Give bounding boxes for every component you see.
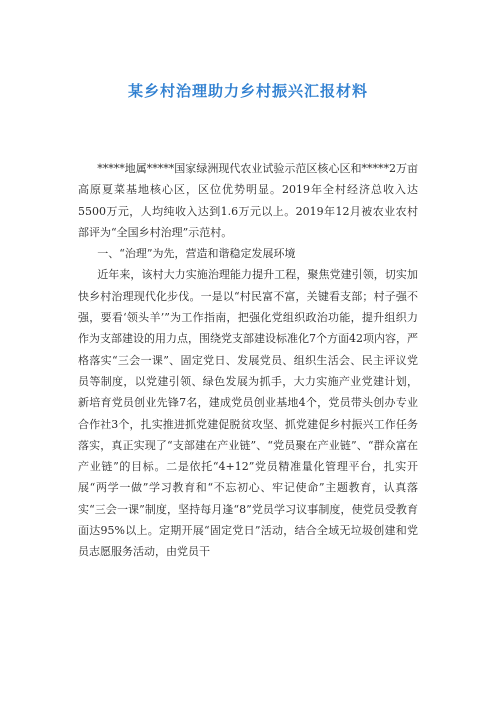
document-body bbox=[78, 158, 418, 563]
body-paragraph: 近年来，该村大力实施治理能力提升工程，聚焦党建引领，切实加快乡村治理现代化步伐。一是以“村民富不富，关键看支部；村子强不强，要看‘领头羊’”为工作指南，把强化党组织政治功能，提升组织力作为支部建设的用力点，围绕党支部建设标准化7个方面42项内容，严格落实“三会一课”、固定党日、发展党员、组织生活会、民主评议党员等制度，以党建引领、绿色发展为抓手，大力实施产业党建计划，新培育党员创业先锋7名，建成党员创业基地4个，党员带头创办专业合作社3个，扎实推进抓党建促脱贫攻坚、抓党建促乡村振兴工作任务落实，真正实现了“支部建在产业链”、“党员聚在产业链”、“群众富在产业链”的目标。二是依托“4+12”党员精准量化管理平台，扎实开展“两学一做”学习教育和“不忘初心、牢记使命”主题教育，认真落实“三会一课”制度，坚持每月逢“8”党员学习议事制度，使党员受教育面达95%以上。定期开展“固定党日”活动，结合全域无垃圾创建和党员志愿服务活动，由党员干 bbox=[78, 268, 418, 559]
section-heading: 一、“治理”为先，营造和谐稳定发展环境 bbox=[97, 247, 296, 261]
document-title: 某乡村治理助力乡村振兴汇报材料 bbox=[127, 82, 368, 100]
intro-paragraph: *****地属*****国家绿洲现代农业试验示范区核心区和*****2万亩高原夏菜基地核心区，区位优势明显。2019年全村经济总收入达5500万元，人均纯收入达到1.6万元以上。2019年12月被农业农村部评为“全国乡村治理”示范村。 bbox=[78, 162, 418, 239]
